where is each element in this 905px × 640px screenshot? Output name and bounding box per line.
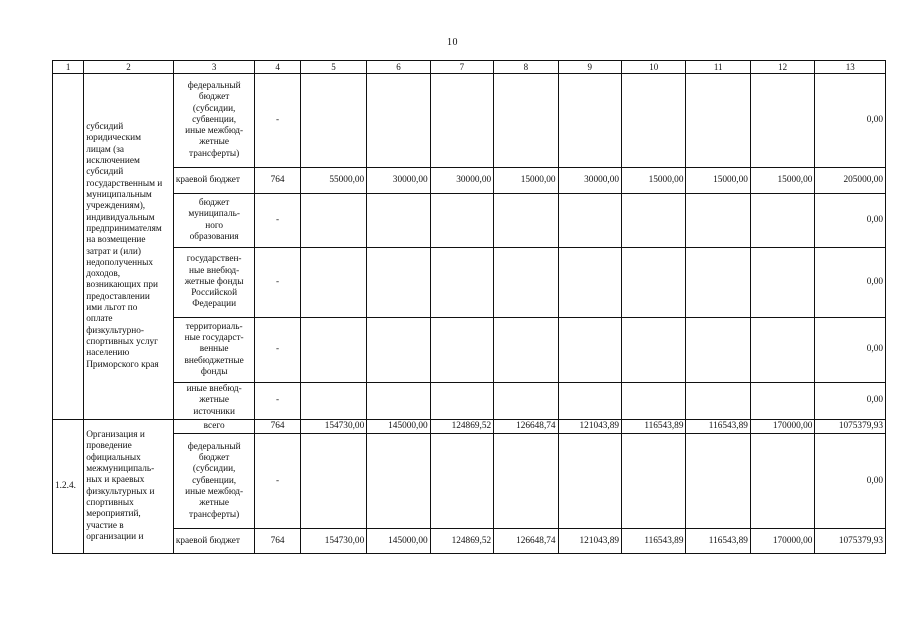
year-value: 30000,00 — [430, 168, 493, 194]
year-value: 116543,89 — [622, 420, 686, 434]
description-line: Приморского края — [86, 359, 159, 370]
total-value: 0,00 — [815, 383, 886, 420]
year-value: 116543,89 — [686, 420, 750, 434]
year-value: 126648,74 — [494, 420, 558, 434]
year-value — [686, 383, 750, 420]
year-value — [622, 194, 686, 248]
table-row — [53, 168, 886, 194]
year-value — [558, 383, 621, 420]
year-value: 124869,52 — [430, 420, 493, 434]
source-line: бюджет — [198, 92, 230, 103]
year-value: 145000,00 — [367, 420, 430, 434]
source-line: образования — [189, 231, 239, 242]
header-cell: 10 — [622, 61, 686, 74]
year-value — [622, 318, 686, 383]
year-value — [367, 248, 430, 318]
year-value: 121043,89 — [558, 420, 621, 434]
year-value — [750, 434, 814, 529]
description-line: предпринимателям — [86, 223, 162, 234]
funding-source — [173, 529, 255, 554]
year-value: 121043,89 — [558, 529, 621, 554]
total-value: 1075379,93 — [815, 420, 886, 434]
year-value — [367, 194, 430, 248]
funding-source — [173, 318, 255, 383]
total-value: 0,00 — [815, 74, 886, 168]
year-value — [686, 434, 750, 529]
year-value — [622, 434, 686, 529]
ministry-code: 764 — [255, 529, 300, 554]
description-line: ных и краевых — [86, 475, 145, 486]
description-line: доходов, — [86, 269, 121, 280]
year-value — [494, 248, 558, 318]
description-line: предоставлении — [86, 291, 150, 302]
source-line: (субсидии, — [192, 103, 236, 114]
year-value — [558, 318, 621, 383]
description-line: Организация и — [86, 430, 145, 441]
source-line: жетные — [199, 137, 230, 148]
year-value — [494, 318, 558, 383]
description-line: мероприятий, — [86, 509, 141, 520]
page-number: 10 — [447, 37, 458, 48]
description-line: физкультурных и — [86, 486, 155, 497]
year-value: 15000,00 — [622, 168, 686, 194]
year-value — [494, 434, 558, 529]
year-value — [686, 318, 750, 383]
source-line: трансферты) — [189, 509, 240, 520]
year-value — [750, 383, 814, 420]
description-line: спортивных услуг — [86, 337, 158, 348]
table-row — [53, 420, 886, 434]
description-line: межмуниципаль- — [86, 464, 155, 474]
source-line: ные государст- — [184, 333, 244, 343]
source-line: венные — [199, 344, 229, 355]
year-value — [430, 383, 493, 420]
funding-source — [173, 168, 255, 194]
year-value: 154730,00 — [300, 529, 366, 554]
table-row — [53, 248, 886, 318]
year-value — [686, 74, 750, 168]
header-cell: 1 — [53, 61, 84, 74]
description-line: субсидий — [86, 167, 124, 178]
header-cell: 2 — [84, 61, 174, 74]
year-value — [750, 74, 814, 168]
description-line: недополученных — [86, 257, 154, 268]
description-line: возникающих при — [86, 280, 158, 291]
description-line: индивидуальным — [86, 212, 155, 223]
source-line: жетные фонды — [184, 276, 244, 287]
year-value — [300, 248, 366, 318]
description-line: государственным и — [86, 178, 163, 189]
year-value — [300, 318, 366, 383]
source-line: субвенции, — [192, 114, 237, 125]
year-value — [558, 194, 621, 248]
row-code: 1.2.4. — [53, 420, 84, 554]
header-cell: 8 — [494, 61, 558, 74]
funding-source — [173, 194, 255, 248]
description-line: организации и — [86, 531, 144, 542]
row-description — [84, 74, 174, 420]
year-value: 116543,89 — [686, 529, 750, 554]
row-description — [84, 420, 174, 554]
table-row — [53, 74, 886, 168]
ministry-code: - — [255, 434, 300, 529]
year-value — [558, 434, 621, 529]
description-line: учреждениям), — [86, 201, 146, 212]
source-line: государствен- — [186, 254, 242, 265]
source-line: иные межбюд- — [185, 126, 244, 137]
year-value — [367, 74, 430, 168]
header-cell: 3 — [173, 61, 255, 74]
description-line: ими льгот по — [86, 303, 138, 314]
budget-table — [52, 60, 886, 554]
header-cell: 13 — [815, 61, 886, 74]
ministry-code: - — [255, 74, 300, 168]
year-value — [430, 248, 493, 318]
description-line: официальных — [86, 452, 141, 463]
table-row — [53, 383, 886, 420]
year-value: 30000,00 — [367, 168, 430, 194]
source-line: жетные — [199, 395, 230, 406]
source-line: ного — [205, 220, 224, 231]
ministry-code: 764 — [255, 168, 300, 194]
source-line: Федерации — [192, 299, 237, 310]
year-value — [430, 194, 493, 248]
source-line: источники — [193, 406, 235, 417]
year-value — [300, 434, 366, 529]
year-value — [300, 74, 366, 168]
year-value: 126648,74 — [494, 529, 558, 554]
year-value: 145000,00 — [367, 529, 430, 554]
description-line: участие в — [86, 520, 124, 531]
year-value — [430, 318, 493, 383]
year-value — [367, 383, 430, 420]
total-value: 0,00 — [815, 194, 886, 248]
source-line: территориаль- — [185, 321, 243, 332]
header-cell: 4 — [255, 61, 300, 74]
header-cell: 9 — [558, 61, 621, 74]
ministry-code: - — [255, 383, 300, 420]
total-value: 205000,00 — [815, 168, 886, 194]
year-value — [750, 318, 814, 383]
source-line: внебюджетные — [184, 355, 244, 366]
year-value: 15000,00 — [494, 168, 558, 194]
year-value: 30000,00 — [558, 168, 621, 194]
total-value: 0,00 — [815, 248, 886, 318]
year-value — [750, 194, 814, 248]
year-value: 170000,00 — [750, 420, 814, 434]
year-value — [430, 434, 493, 529]
source-line: всего — [203, 421, 225, 431]
source-line: муниципаль- — [188, 209, 240, 220]
total-value: 1075379,93 — [815, 529, 886, 554]
table-row — [53, 318, 886, 383]
ministry-code: - — [255, 318, 300, 383]
year-value — [300, 194, 366, 248]
description-line: населению — [86, 348, 130, 359]
header-row — [53, 61, 886, 74]
year-value — [622, 74, 686, 168]
funding-source — [173, 74, 255, 168]
year-value: 154730,00 — [300, 420, 366, 434]
header-cell: 5 — [300, 61, 366, 74]
description-line: юридическим — [86, 133, 142, 144]
source-line: Российской — [191, 288, 238, 299]
source-line: трансферты) — [189, 148, 240, 159]
year-value — [558, 74, 621, 168]
year-value: 116543,89 — [622, 529, 686, 554]
year-value: 15000,00 — [686, 168, 750, 194]
description-line: субсидий — [86, 121, 124, 132]
description-line: физкультурно- — [86, 325, 144, 336]
year-value: 15000,00 — [750, 168, 814, 194]
header-cell: 11 — [686, 61, 750, 74]
source-line: жетные — [199, 498, 230, 509]
ministry-code: - — [255, 248, 300, 318]
description-line: лицам (за — [86, 144, 125, 155]
year-value — [494, 74, 558, 168]
header-cell: 12 — [750, 61, 814, 74]
description-line: проведение — [86, 441, 132, 452]
source-line: бюджет — [198, 197, 230, 208]
description-line: спортивных — [86, 497, 134, 508]
funding-source — [173, 248, 255, 318]
year-value: 124869,52 — [430, 529, 493, 554]
row-code — [53, 74, 84, 420]
year-value — [686, 194, 750, 248]
table-row — [53, 194, 886, 248]
funding-source — [173, 434, 255, 529]
year-value: 170000,00 — [750, 529, 814, 554]
year-value — [430, 74, 493, 168]
source-line: иные внебюд- — [186, 384, 242, 394]
source-line: федеральный — [187, 80, 241, 91]
block-1-2-4 — [53, 420, 886, 554]
source-line: ные внебюд- — [189, 265, 240, 276]
source-line: иные межбюд- — [185, 486, 244, 497]
total-value: 0,00 — [815, 434, 886, 529]
source-line: (субсидии, — [192, 464, 236, 475]
source-line: краевой бюджет — [175, 174, 240, 185]
table-row — [53, 529, 886, 554]
year-value — [750, 248, 814, 318]
year-value: 55000,00 — [300, 168, 366, 194]
source-line: субвенции, — [192, 475, 237, 486]
source-line: федеральный — [187, 441, 241, 452]
year-value — [622, 383, 686, 420]
year-value — [367, 318, 430, 383]
source-line: фонды — [200, 366, 228, 377]
description-line: исключением — [86, 155, 140, 166]
year-value — [300, 383, 366, 420]
header-cell: 7 — [430, 61, 493, 74]
year-value — [686, 248, 750, 318]
description-line: оплате — [86, 314, 113, 325]
ministry-code: - — [255, 194, 300, 248]
ministry-code: 764 — [255, 420, 300, 434]
funding-source — [173, 383, 255, 420]
description-line: на возмещение — [86, 235, 146, 246]
table-row — [53, 434, 886, 529]
funding-source — [173, 420, 255, 434]
block-subsidies — [53, 74, 886, 420]
year-value — [558, 248, 621, 318]
year-value — [494, 194, 558, 248]
year-value — [367, 434, 430, 529]
description-line: муниципальным — [86, 189, 152, 200]
description-line: затрат и (или) — [86, 246, 141, 257]
year-value — [494, 383, 558, 420]
source-line: краевой бюджет — [175, 535, 240, 546]
total-value: 0,00 — [815, 318, 886, 383]
year-value — [622, 248, 686, 318]
source-line: бюджет — [198, 453, 230, 463]
header-cell: 6 — [367, 61, 430, 74]
